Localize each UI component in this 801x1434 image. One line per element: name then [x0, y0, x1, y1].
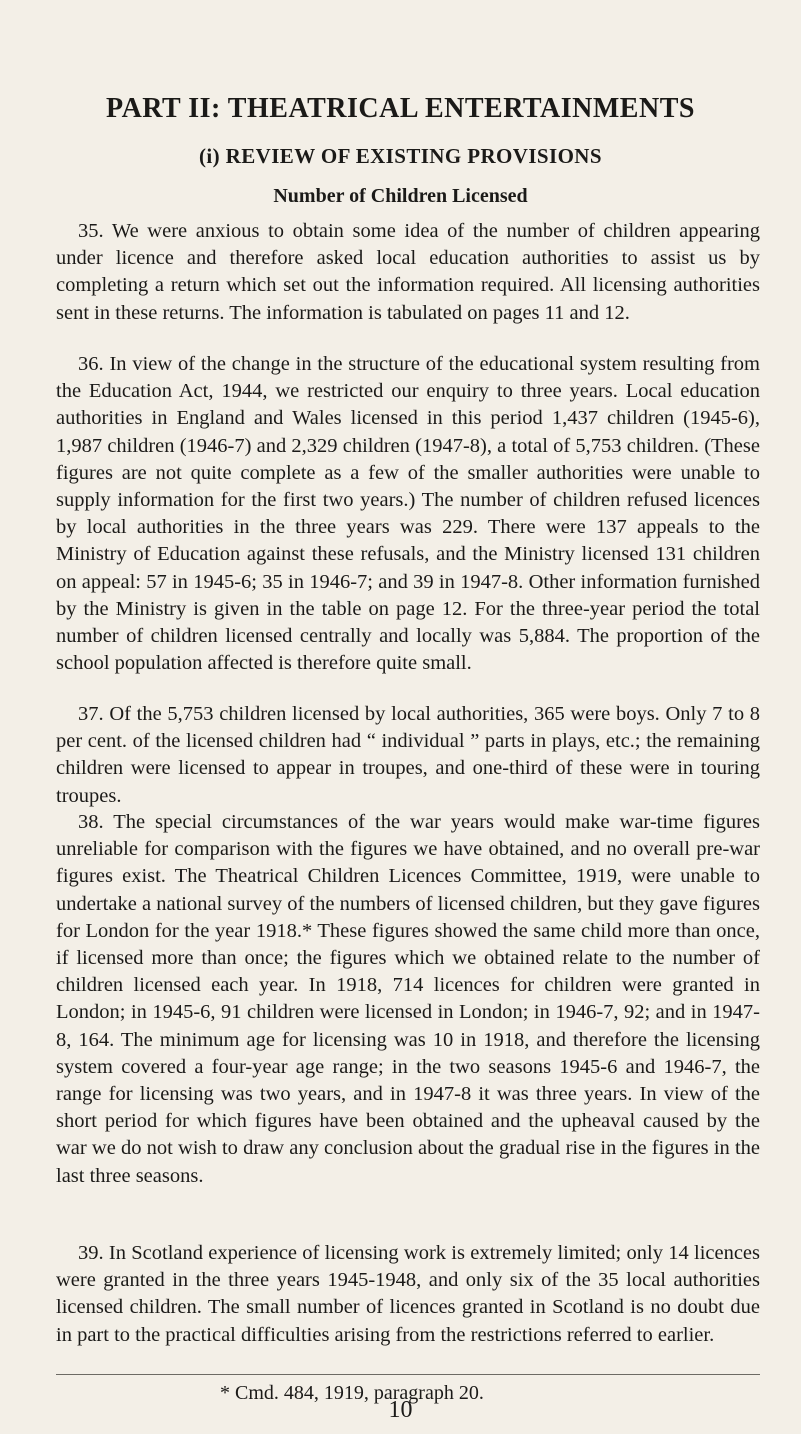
paragraph-text: We were anxious to obtain some idea of the number of children appearing under licence and therefore asked local education authorities to assist us by completing a return which set out the information required. All licensing authorities sent in these returns. The information is tabulated on pages 11 and 12.	[56, 220, 760, 324]
paragraph-37	[56, 701, 760, 810]
footnote-divider	[56, 1374, 760, 1375]
subsection-title: Number of Children Licensed	[273, 185, 528, 207]
footnote: * Cmd. 484, 1919, paragraph 20.	[220, 1382, 484, 1404]
paragraph-38	[56, 809, 760, 1190]
paragraph-text: Of the 5,753 children licensed by local authorities, 365 were boys. Only 7 to 8 per cent. of the licensed children had “ individual ” parts in plays, etc.; the remaining children were licensed to appear in troupes, and one-third of these were in touring troupes.	[56, 703, 761, 807]
paragraph-text: In view of the change in the structure of the educational system resulting from the Education Act, 1944, we restricted our enquiry to three years. Local education authorities in England and Wales licensed in this period 1,437 children (1945-6), 1,987 children (1946-7) and 2,329 children (1947-8), a total of 5,753 children. (These figures are not quite complete as a few of the smaller authorities were unable to supply information for the first two years.) The number of children refused licences by local authorities in the three years was 229. There were 137 appeals to the Ministry of Education against these refusals, and the Ministry licensed 131 children on appeal: 57 in 1945-6; 35 in 1946-7; and 39 in 1947-8. Other information furnished by the Ministry is given in the table on page 12. For the three-year period the total number of children licensed centrally and locally was 5,884. The proportion of the school population affected is therefore quite small.	[56, 353, 761, 675]
paragraph-number: 38.	[78, 811, 104, 833]
paragraph-text: The special circumstances of the war years would make war-time figures unreliable for comparison with the figures we have obtained, and no overall pre-war figures exist. The Theatrical Children Licences Committee, 1919, were unable to undertake a national survey of the numbers of licensed children, but they gave figures for London for the year 1918.* These figures showed the same child more than once, if licensed more than once; the figures which we obtained relate to the number of children licensed each year. In 1918, 714 licences for children were granted in London; in 1945-6, 91 children were licensed in London; in 1946-7, 92; and in 1947-8, 164. The minimum age for licensing was 10 in 1918, and therefore the licensing system covered a four-year age range; in the two seasons 1945-6 and 1946-7, the range for licensing was two years, and in 1947-8 it was three years. In view of the short period for which figures have been obtained and the upheaval caused by the war we do not wish to draw any conclusion about the gradual rise in the figures in the last three seasons.	[56, 811, 760, 1187]
paragraph-number: 39.	[78, 1242, 104, 1264]
paragraph-text: In Scotland experience of licensing work is extremely limited; only 14 licences were granted in the three years 1945-1948, and only six of the 35 local authorities licensed children. The small number of licences granted in Scotland is no doubt due in part to the practical difficulties arising from the restrictions referred to earlier.	[56, 1242, 761, 1346]
page-number: 10	[388, 1397, 413, 1423]
part-title: PART II: THEATRICAL ENTERTAINMENTS	[106, 93, 695, 124]
section-title: (i) REVIEW OF EXISTING PROVISIONS	[199, 144, 602, 168]
paragraph-35	[56, 218, 760, 327]
paragraph-number: 35.	[78, 220, 104, 242]
paragraph-number: 37.	[78, 703, 104, 725]
paragraph-39	[56, 1240, 760, 1349]
paragraph-36	[56, 351, 760, 677]
paragraph-number: 36.	[78, 353, 104, 375]
